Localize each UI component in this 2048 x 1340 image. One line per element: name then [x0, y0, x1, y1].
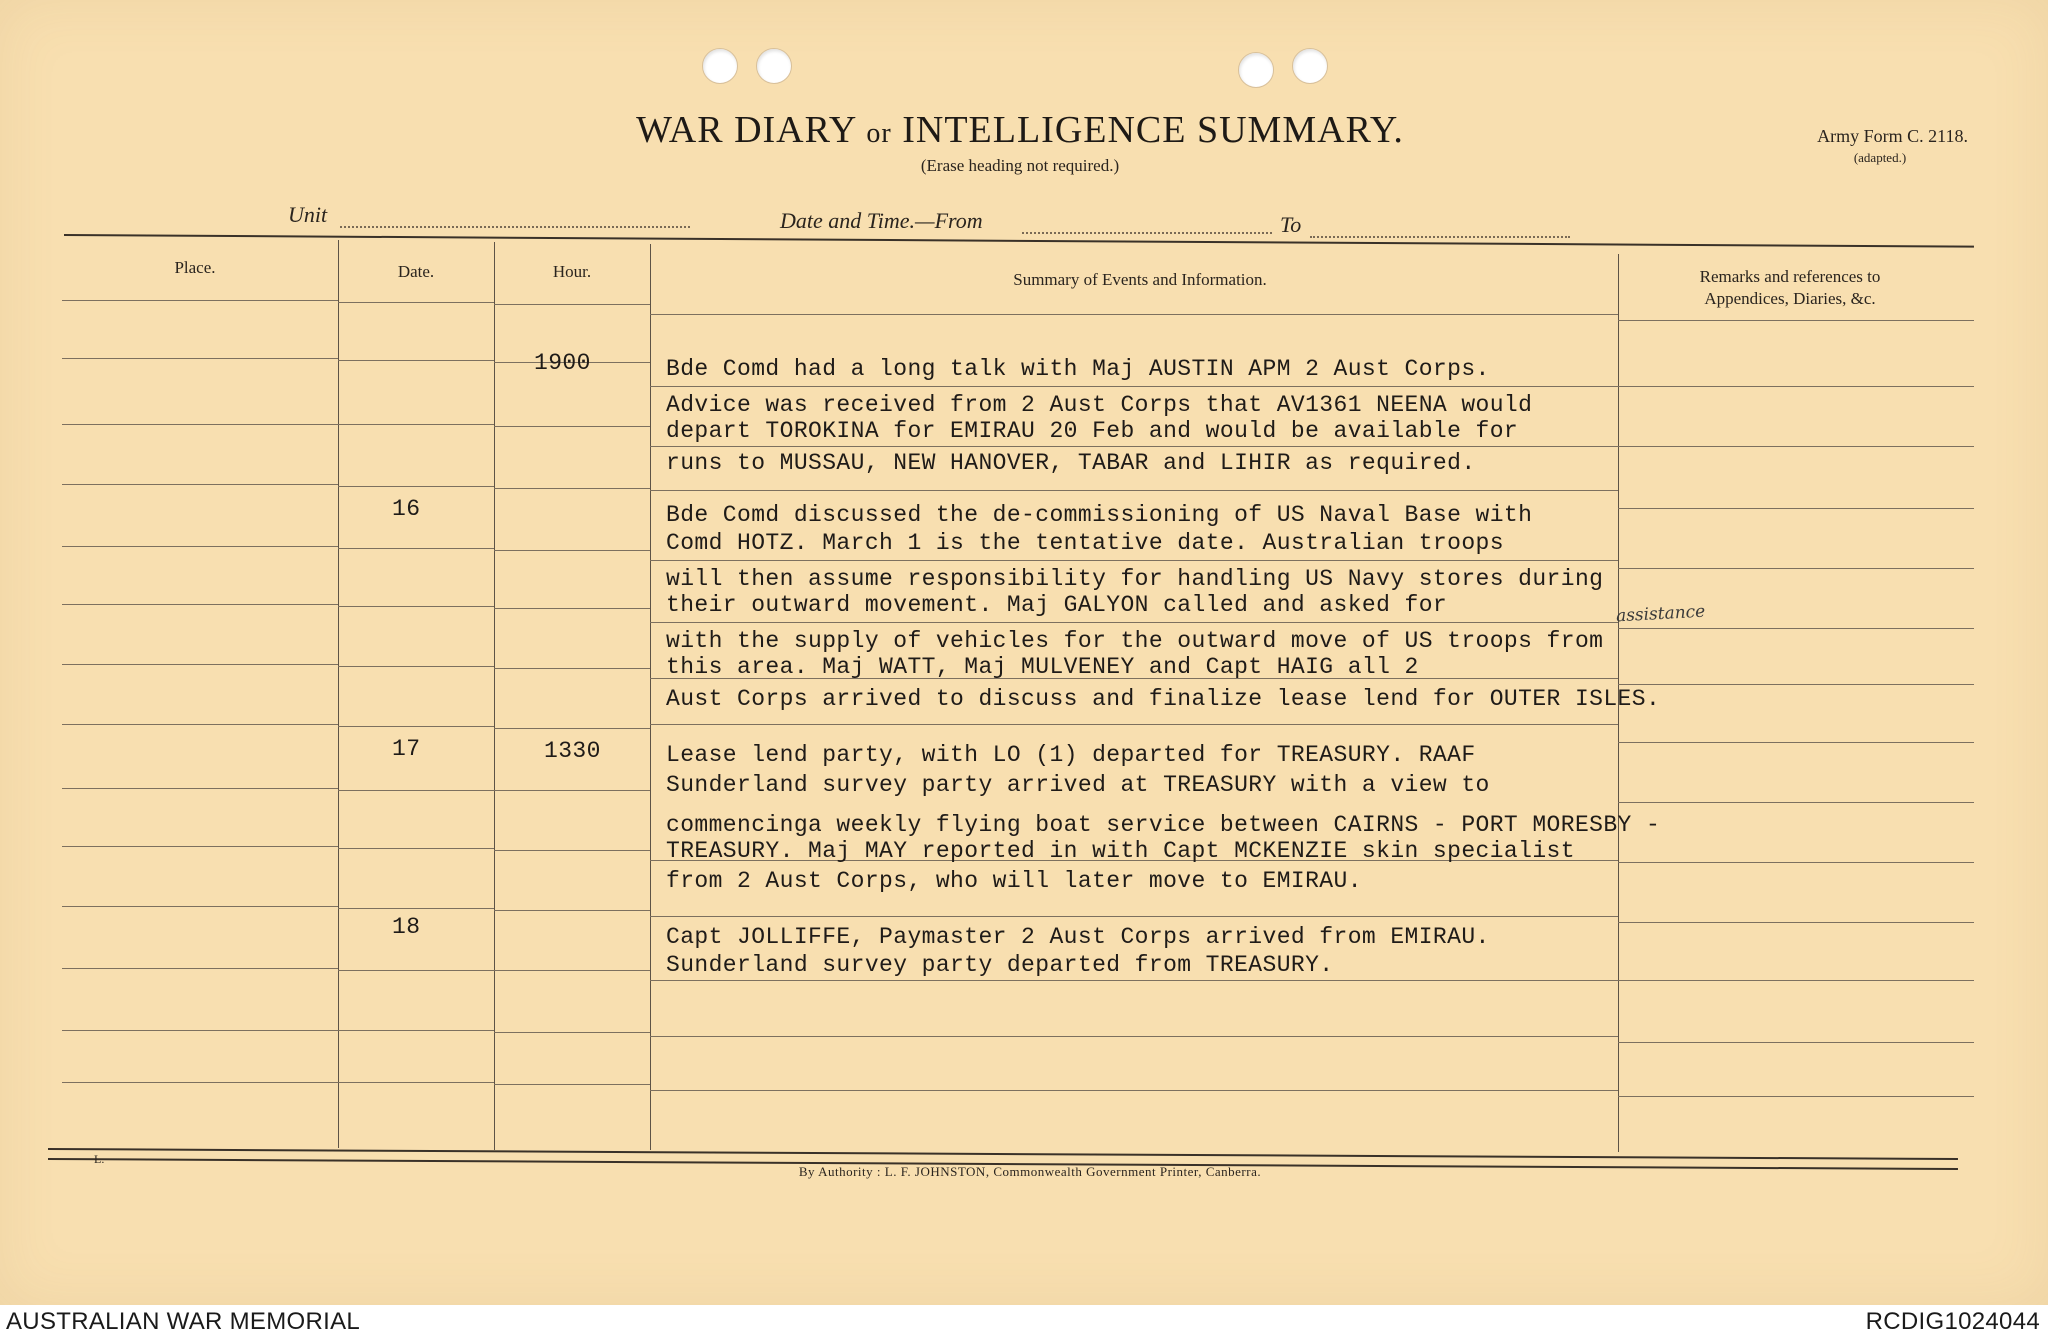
column-header-hour: Hour.	[552, 262, 592, 281]
entry-line: this area. Maj WATT, Maj MULVENEY and Capt HAIG all 2	[666, 654, 1419, 680]
remarks-header-line-1: Remarks and references to	[1699, 267, 1881, 286]
ruled-line	[338, 302, 494, 303]
column-header-remarks	[1630, 266, 1950, 310]
ruled-line	[650, 724, 1618, 725]
ruled-line	[62, 424, 338, 425]
ruled-line	[1618, 320, 1974, 321]
to-field-line	[1310, 236, 1570, 238]
ruled-line	[650, 314, 1618, 315]
ruled-line	[650, 386, 1618, 387]
ruled-line	[62, 1030, 338, 1031]
ruled-line	[1618, 446, 1974, 447]
ruled-line	[338, 548, 494, 549]
punch-hole	[1292, 48, 1328, 84]
ruled-line	[1618, 684, 1974, 685]
ruled-line	[62, 358, 338, 359]
army-form-number: Army Form C. 2118.	[1817, 126, 1968, 146]
ruled-line	[1618, 742, 1974, 743]
ruled-line	[650, 490, 1618, 491]
entry-line: their outward movement. Maj GALYON called and asked for	[666, 592, 1448, 618]
printer-authority: By Authority : L. F. JOHNSTON, Commonwealth Government Printer, Canberra.	[798, 1164, 1262, 1179]
ruled-line	[1618, 508, 1974, 509]
ruled-line	[338, 606, 494, 607]
title-intelligence-summary: INTELLIGENCE SUMMARY.	[902, 109, 1404, 151]
column-divider-hour	[650, 244, 651, 1150]
ruled-line	[62, 484, 338, 485]
ruled-line	[1618, 980, 1974, 981]
ruled-line	[1618, 862, 1974, 863]
ruled-line	[338, 848, 494, 849]
erase-note: (Erase heading not required.)	[920, 156, 1120, 175]
column-divider-date	[494, 242, 495, 1150]
ruled-line	[650, 560, 1618, 561]
entry-line: with the supply of vehicles for the outward move of US troops from	[666, 628, 1604, 654]
ruled-line	[494, 850, 650, 851]
ruled-line	[494, 426, 650, 427]
ruled-line	[1618, 802, 1974, 803]
ruled-line	[62, 906, 338, 907]
ruled-line	[338, 360, 494, 361]
ruled-line	[1618, 568, 1974, 569]
ruled-line	[1618, 628, 1974, 629]
ruled-line	[494, 668, 650, 669]
table-top-rule	[64, 234, 1974, 248]
ruled-line	[62, 300, 338, 301]
entry-line: Advice was received from 2 Aust Corps that AV1361 NEENA would	[666, 392, 1533, 418]
ruled-line	[1618, 922, 1974, 923]
entry-date: 18	[392, 914, 421, 940]
table-bottom-rule	[48, 1148, 1958, 1160]
column-divider-place	[338, 240, 339, 1148]
ruled-line	[338, 666, 494, 667]
ruled-line	[338, 726, 494, 727]
entry-line: Sunderland survey party departed from TREASURY.	[666, 952, 1334, 978]
archive-caption-left: AUSTRALIAN WAR MEMORIAL	[6, 1308, 361, 1335]
adapted-note: (adapted.)	[1853, 150, 1907, 165]
title-or: or	[866, 118, 892, 149]
unit-field-line	[340, 226, 690, 228]
entry-line: Bde Comd discussed the de-commissioning of US Naval Base with	[666, 502, 1533, 528]
column-header-summary: Summary of Events and Information.	[1013, 270, 1267, 289]
ruled-line	[62, 968, 338, 969]
ruled-line	[338, 970, 494, 971]
column-header-place: Place.	[174, 258, 216, 277]
ruled-line	[494, 550, 650, 551]
form-code-mark: L.	[94, 1152, 105, 1166]
ruled-line	[494, 304, 650, 305]
from-field-line	[1022, 232, 1272, 234]
entry-line: Sunderland survey party arrived at TREASURY with a view to	[666, 772, 1490, 798]
entry-date: 17	[392, 736, 421, 762]
ruled-line	[62, 546, 338, 547]
handwritten-annotation: assistance	[1615, 601, 1706, 627]
entry-line: TREASURY. Maj MAY reported in with Capt MCKENZIE skin specialist	[666, 838, 1575, 864]
entry-line: commencinga weekly flying boat service between CAIRNS - PORT MORESBY -	[666, 812, 1661, 838]
ruled-line	[494, 488, 650, 489]
title-war-diary: WAR DIARY	[636, 109, 856, 151]
ruled-line	[338, 1082, 494, 1083]
entry-date: 16	[392, 496, 421, 522]
unit-label: Unit	[288, 202, 328, 227]
punch-hole	[702, 48, 738, 84]
to-label: To	[1280, 212, 1302, 237]
ruled-line	[494, 608, 650, 609]
entry-hour: 1330	[544, 738, 601, 764]
ruled-line	[650, 916, 1618, 917]
archive-caption-right: RCDIG1024044	[1865, 1308, 2040, 1335]
ruled-line	[62, 664, 338, 665]
ruled-line	[494, 728, 650, 729]
date-time-label: Date and Time.—From	[780, 208, 983, 233]
ruled-line	[62, 788, 338, 789]
entry-line: Comd HOTZ. March 1 is the tentative date. Australian troops	[666, 530, 1504, 556]
entry-hour: 1900	[534, 350, 591, 376]
ruled-line	[1618, 1042, 1974, 1043]
entry-line: Lease lend party, with LO (1) departed for TREASURY. RAAF	[666, 742, 1476, 768]
entry-line: from 2 Aust Corps, who will later move to EMIRAU.	[666, 868, 1362, 894]
entry-line: Capt JOLLIFFE, Paymaster 2 Aust Corps arrived from EMIRAU.	[666, 924, 1490, 950]
punch-hole	[756, 48, 792, 84]
ruled-line	[650, 622, 1618, 623]
ruled-line	[62, 1082, 338, 1083]
ruled-line	[650, 1090, 1618, 1091]
ruled-line	[650, 446, 1618, 447]
entry-line: runs to MUSSAU, NEW HANOVER, TABAR and LIHIR as required.	[666, 450, 1476, 476]
entry-line: Aust Corps arrived to discuss and finalize lease lend for OUTER ISLES.	[666, 686, 1661, 712]
ruled-line	[62, 846, 338, 847]
ruled-line	[1618, 386, 1974, 387]
ruled-line	[650, 980, 1618, 981]
ruled-line	[494, 910, 650, 911]
ruled-line	[338, 790, 494, 791]
ruled-line	[62, 724, 338, 725]
ruled-line	[494, 1084, 650, 1085]
ruled-line	[62, 604, 338, 605]
entry-line: Bde Comd had a long talk with Maj AUSTIN APM 2 Aust Corps.	[666, 356, 1490, 382]
punch-hole	[1238, 52, 1274, 88]
form-title	[580, 108, 1460, 152]
ruled-line	[338, 424, 494, 425]
ruled-line	[1618, 1096, 1974, 1097]
entry-line: depart TOROKINA for EMIRAU 20 Feb and would be available for	[666, 418, 1519, 444]
entry-line: will then assume responsibility for handling US Navy stores during	[666, 566, 1604, 592]
ruled-line	[650, 1036, 1618, 1037]
remarks-header-line-2: Appendices, Diaries, &c.	[1704, 289, 1876, 308]
ruled-line	[338, 486, 494, 487]
ruled-line	[494, 970, 650, 971]
ruled-line	[494, 1032, 650, 1033]
ruled-line	[338, 908, 494, 909]
column-header-date: Date.	[397, 262, 435, 281]
ruled-line	[494, 790, 650, 791]
ruled-line	[338, 1030, 494, 1031]
